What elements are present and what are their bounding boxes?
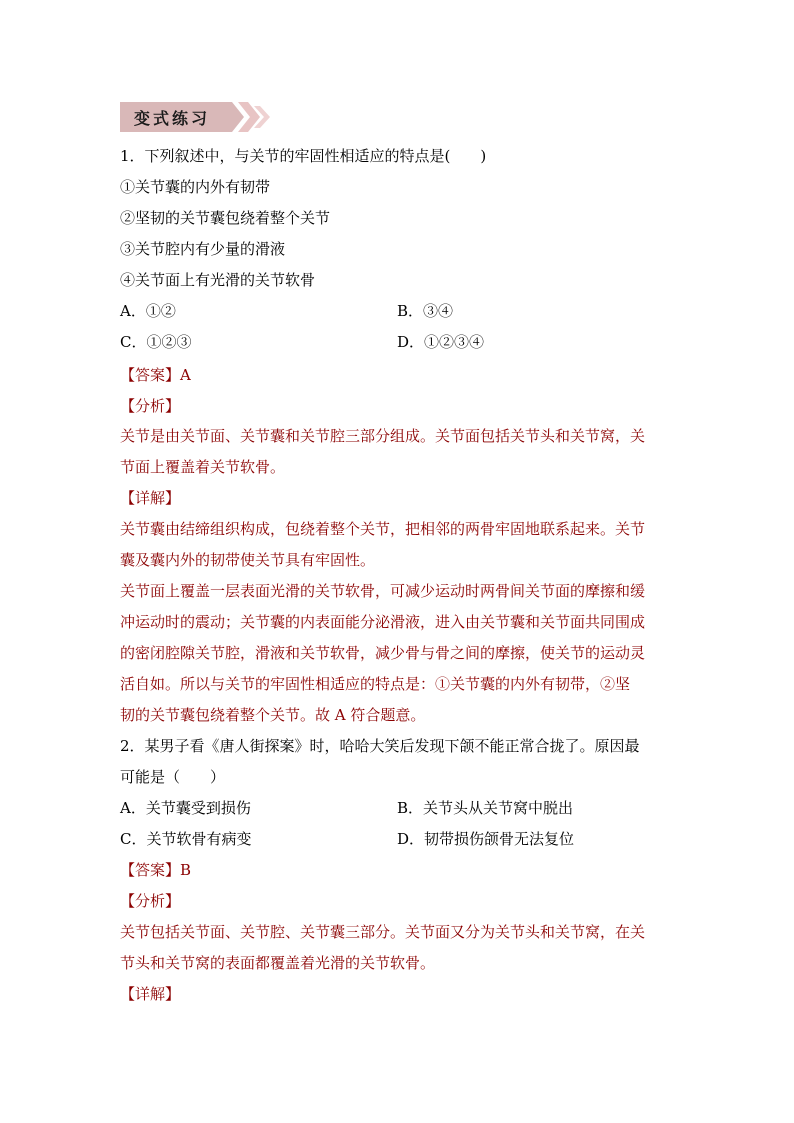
q1-option-a: A．①② [120,302,176,320]
q1-detail-line-3: 关节面上覆盖一层表面光滑的关节软骨，可减少运动时两骨间关节面的摩擦和缓 [120,582,646,600]
section-banner [120,100,270,134]
q2-analysis-line-1: 关节包括关节面、关节腔、关节囊三部分。关节面又分为关节头和关节窝，在关 [120,923,646,941]
q1-detail-line-4: 冲运动时的震动；关节囊的内表面能分泌滑液，进入由关节囊和关节面共同围成 [120,613,646,631]
q2-answer: 【答案】B [120,861,192,879]
q1-item-4: ④关节面上有光滑的关节软骨 [120,271,316,289]
q1-detail-line-7: 韧的关节囊包绕着整个关节。故 A 符合题意。 [120,706,426,724]
q1-item-3: ③关节腔内有少量的滑液 [120,240,286,258]
q1-analysis-tag: 【分析】 [120,397,181,415]
q1-analysis-line-2: 节面上覆盖着关节软骨。 [120,458,286,476]
q2-stem-line-1: 2．某男子看《唐人街探案》时，哈哈大笑后发现下颌不能正常合拢了。原因最 [120,737,640,755]
q1-detail-line-2: 囊及囊内外的韧带使关节具有牢固性。 [120,551,376,569]
q2-analysis-line-2: 节头和关节窝的表面都覆盖着光滑的关节软骨。 [120,954,436,972]
q1-option-b: B．③④ [397,302,454,320]
q1-detail-tag: 【详解】 [120,489,181,507]
q1-option-d: D．①②③④ [397,333,485,351]
q1-detail-line-6: 活自如。所以与关节的牢固性相适应的特点是：①关节囊的内外有韧带，②坚 [120,675,631,693]
section-title: 变式练习 [134,109,211,128]
q2-option-c: C．关节软骨有病变 [120,830,252,848]
q1-detail-line-5: 的密闭腔隙关节腔，滑液和关节软骨，减少骨与骨之间的摩擦，使关节的运动灵 [120,644,646,662]
q1-item-1: ①关节囊的内外有韧带 [120,178,271,196]
q1-option-c: C．①②③ [120,333,192,351]
q2-option-d: D．韧带损伤颌骨无法复位 [397,830,575,848]
q2-detail-tag: 【详解】 [120,985,181,1003]
q2-option-b: B．关节头从关节窝中脱出 [397,799,574,817]
q1-answer: 【答案】A [120,366,191,384]
q2-analysis-tag: 【分析】 [120,892,181,910]
q2-stem-line-2: 可能是（ ） [120,768,226,786]
q1-detail-line-1: 关节囊由结缔组织构成，包绕着整个关节，把相邻的两骨牢固地联系起来。关节 [120,520,646,538]
q1-analysis-line-1: 关节是由关节面、关节囊和关节腔三部分组成。关节面包括关节头和关节窝，关 [120,427,646,445]
q1-stem: 1．下列叙述中，与关节的牢固性相适应的特点是( ) [120,147,487,165]
q2-option-a: A．关节囊受到损伤 [120,799,251,817]
q1-item-2: ②坚韧的关节囊包绕着整个关节 [120,209,331,227]
